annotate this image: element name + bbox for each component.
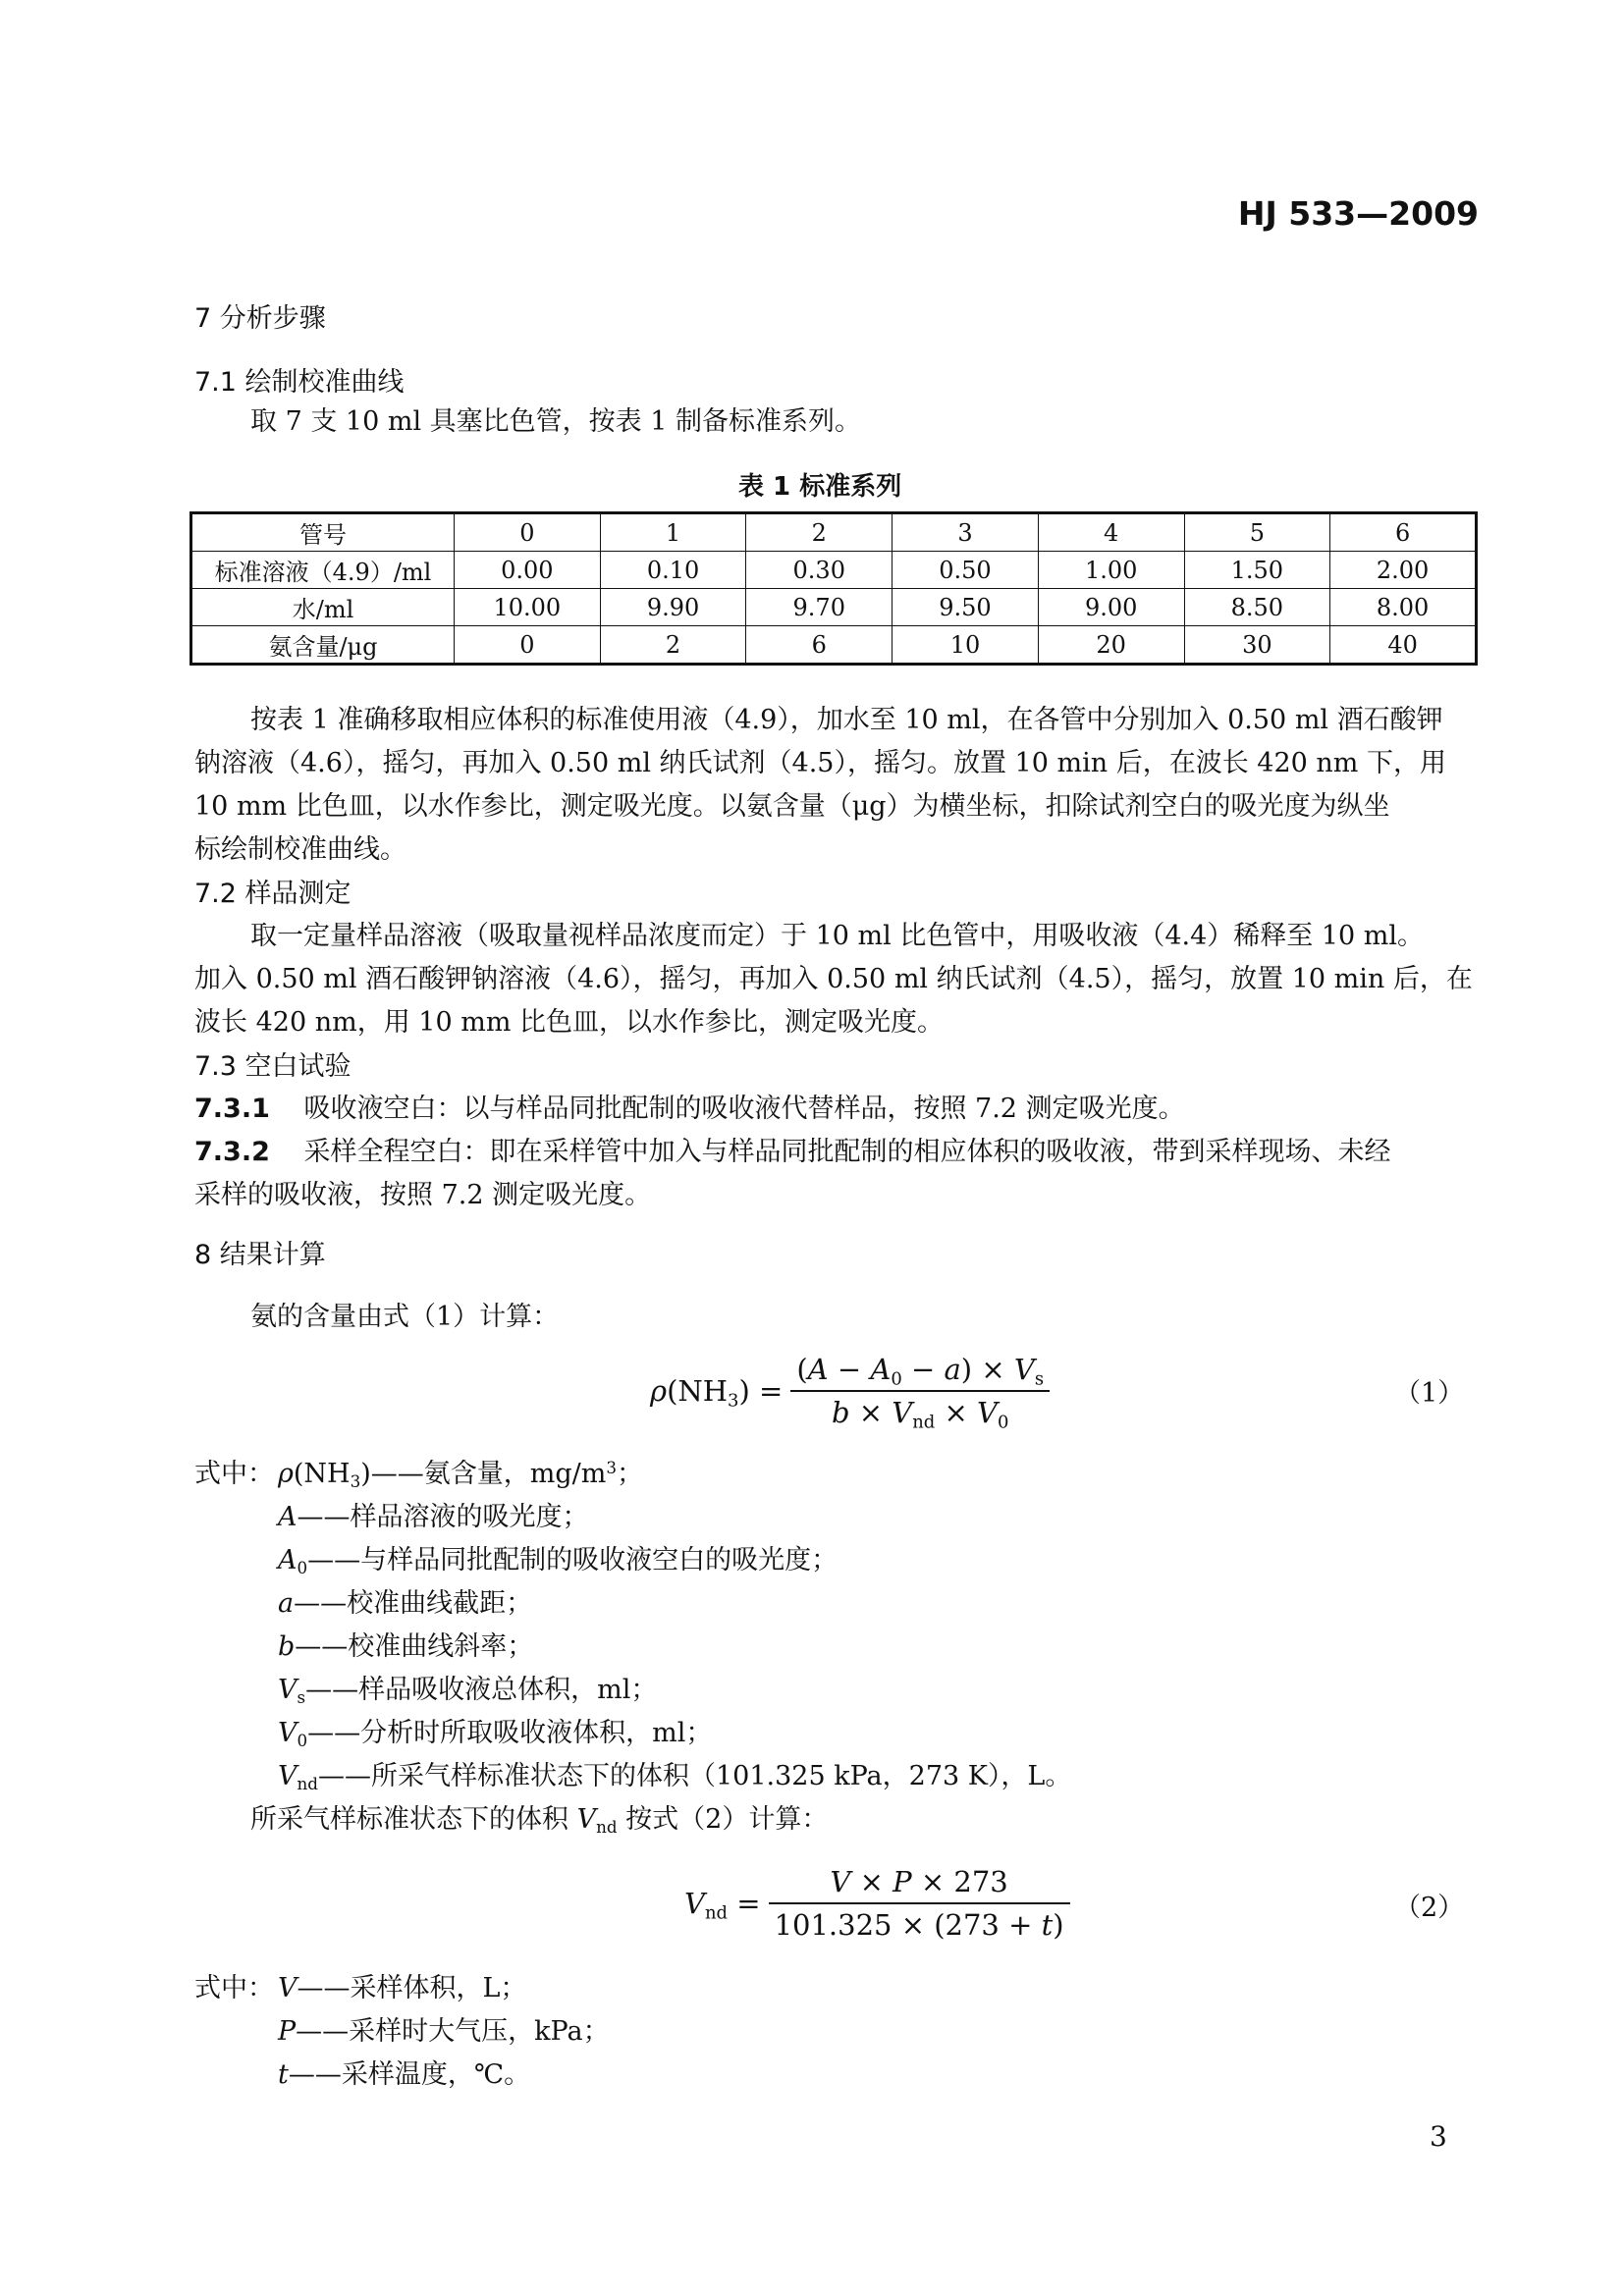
equation-1: $\rho(NH_3)$ = $\frac{(A - A_0 - a) \times V_s}{b \times V_{nd} \times V_0}$ bbox=[650, 1353, 1050, 1429]
table-cell: 9.50 bbox=[893, 589, 1039, 626]
where-item: A——样品溶液的吸光度； bbox=[278, 1502, 589, 1532]
section-8-intro: 氨的含量由式（1）计算： bbox=[250, 1302, 560, 1332]
table-cell: 1 bbox=[600, 513, 746, 552]
where-item: b——校准曲线斜率； bbox=[278, 1631, 534, 1662]
table-cell: 6 bbox=[1330, 513, 1477, 552]
standard-series-table bbox=[189, 511, 1478, 666]
section-7-1-title: 7.1 绘制校准曲线 bbox=[194, 367, 405, 398]
table-cell: 8.00 bbox=[1330, 589, 1477, 626]
table-cell: 2 bbox=[746, 513, 893, 552]
section-number: 7.3.2 bbox=[194, 1137, 270, 1167]
table-cell: 0.10 bbox=[600, 552, 746, 589]
table-cell: 4 bbox=[1038, 513, 1184, 552]
table-cell: 0 bbox=[455, 626, 601, 665]
table-cell: 0.00 bbox=[455, 552, 601, 589]
document-code: HJ 533—2009 bbox=[1237, 194, 1479, 233]
where-item: V——采样体积，L； bbox=[278, 1973, 527, 2003]
symbol: t bbox=[278, 2059, 289, 2090]
table-cell: 0 bbox=[455, 513, 601, 552]
symbol: V bbox=[278, 1718, 298, 1748]
vnd-intro: 所采气样标准状态下的体积 $V_{nd}$ 按式（2）计算： bbox=[250, 1804, 829, 1838]
section-7-3-title: 7.3 空白试验 bbox=[194, 1051, 352, 1082]
equation-2-number: （2） bbox=[1394, 1893, 1465, 1923]
table-row bbox=[191, 589, 1477, 626]
table-cell: 标准溶液（4.9）/ml bbox=[191, 552, 455, 589]
where-item: $V_0——$分析时所取吸收液体积，ml； bbox=[278, 1718, 713, 1751]
where-item: P——采样时大气压，kPa； bbox=[278, 2016, 610, 2047]
where-item: t——采样温度，℃。 bbox=[278, 2059, 531, 2090]
paragraph-line: 加入 0.50 ml 酒石酸钾钠溶液（4.6），摇匀，再加入 0.50 ml 纳氏试剂（4.5），摇匀，放置 10 min 后，在 bbox=[194, 964, 1473, 994]
symbol: A bbox=[278, 1545, 298, 1575]
where-item: $A_0——$与样品同批配制的吸收液空白的吸光度； bbox=[278, 1545, 839, 1578]
table-cell: 9.90 bbox=[600, 589, 746, 626]
table-cell: 20 bbox=[1038, 626, 1184, 665]
section-7-3-2 bbox=[194, 1131, 1390, 1174]
paragraph-line: 钠溶液（4.6），摇匀，再加入 0.50 ml 纳氏试剂（4.5），摇匀。放置 10 min 后，在波长 420 nm 下，用 bbox=[194, 748, 1446, 778]
table-cell: 8.50 bbox=[1184, 589, 1330, 626]
table-row bbox=[191, 552, 1477, 589]
table-cell: 3 bbox=[893, 513, 1039, 552]
table-cell: 10 bbox=[893, 626, 1039, 665]
where-item: $V_s——$样品吸收液总体积，ml； bbox=[278, 1675, 658, 1708]
section-text: 采样全程空白：即在采样管中加入与样品同批配制的相应体积的吸收液，带到采样现场、未经 bbox=[303, 1137, 1391, 1167]
paragraph-line: 按表 1 准确移取相应体积的标准使用液（4.9），加水至 10 ml，在各管中分别加入 0.50 ml 酒石酸钾 bbox=[250, 705, 1443, 735]
symbol: ρ bbox=[278, 1459, 294, 1489]
table-cell: 40 bbox=[1330, 626, 1477, 665]
symbol: V bbox=[278, 1675, 298, 1705]
table-cell: 管号 bbox=[191, 513, 455, 552]
section-7-title: 7 分析步骤 bbox=[194, 303, 326, 334]
paragraph-line: 采样的吸收液，按照 7.2 测定吸光度。 bbox=[194, 1180, 652, 1210]
section-7-3-1 bbox=[194, 1088, 1185, 1131]
paragraph-line: 取一定量样品溶液（吸取量视样品浓度而定）于 10 ml 比色管中，用吸收液（4.4）稀释至 10 ml。 bbox=[250, 921, 1425, 951]
table-cell: 0.30 bbox=[746, 552, 893, 589]
paragraph-line: 10 mm 比色皿，以水作参比，测定吸光度。以氨含量（μg）为横坐标，扣除试剂空白的吸光度为纵坐 bbox=[194, 791, 1390, 822]
table-header-row bbox=[191, 513, 1477, 552]
symbol: V bbox=[278, 1761, 298, 1791]
table-cell: 2 bbox=[600, 626, 746, 665]
table-cell: 0.50 bbox=[893, 552, 1039, 589]
where-label: 式中： bbox=[194, 1973, 274, 2003]
paragraph-line: 标绘制校准曲线。 bbox=[194, 834, 406, 865]
section-text: 吸收液空白：以与样品同批配制的吸收液代替样品，按照 7.2 测定吸光度。 bbox=[303, 1094, 1185, 1124]
section-7-1-intro: 取 7 支 10 ml 具塞比色管，按表 1 制备标准系列。 bbox=[250, 406, 862, 437]
symbol: a bbox=[278, 1588, 295, 1619]
table-cell: 氨含量/μg bbox=[191, 626, 455, 665]
where-item: $\rho(NH_3)——$氨含量，$mg/m^3$； bbox=[278, 1457, 644, 1492]
symbol: A bbox=[278, 1502, 298, 1532]
section-8-title: 8 结果计算 bbox=[194, 1240, 326, 1270]
where-label: 式中： bbox=[194, 1459, 274, 1489]
table-cell: 30 bbox=[1184, 626, 1330, 665]
table-caption: 表 1 标准系列 bbox=[738, 472, 902, 502]
where-item: $V_{nd}——$所采气样标准状态下的体积（101.325 kPa，273 K），L。 bbox=[278, 1761, 1072, 1794]
table-row bbox=[191, 626, 1477, 665]
table-cell: 6 bbox=[746, 626, 893, 665]
table-cell: 10.00 bbox=[455, 589, 601, 626]
table-cell: 1.50 bbox=[1184, 552, 1330, 589]
symbol: b bbox=[278, 1631, 296, 1662]
equation-2: $V_{nd}$ = $\frac{V \times P \times 273}{101.325 \times (273 + t)}$ bbox=[684, 1865, 1070, 1942]
table-cell: 水/ml bbox=[191, 589, 455, 626]
symbol: V bbox=[278, 1973, 298, 2003]
table-cell: 9.00 bbox=[1038, 589, 1184, 626]
section-number: 7.3.1 bbox=[194, 1094, 270, 1124]
paragraph-line: 波长 420 nm，用 10 mm 比色皿，以水作参比，测定吸光度。 bbox=[194, 1007, 944, 1038]
table-cell: 9.70 bbox=[746, 589, 893, 626]
section-7-2-title: 7.2 样品测定 bbox=[194, 879, 352, 909]
page-number: 3 bbox=[1430, 2120, 1447, 2153]
table-cell: 2.00 bbox=[1330, 552, 1477, 589]
equation-1-number: （1） bbox=[1394, 1378, 1465, 1409]
where-item: a——校准曲线截距； bbox=[278, 1588, 533, 1619]
table-cell: 5 bbox=[1184, 513, 1330, 552]
symbol: P bbox=[278, 2016, 297, 2047]
table-cell: 1.00 bbox=[1038, 552, 1184, 589]
